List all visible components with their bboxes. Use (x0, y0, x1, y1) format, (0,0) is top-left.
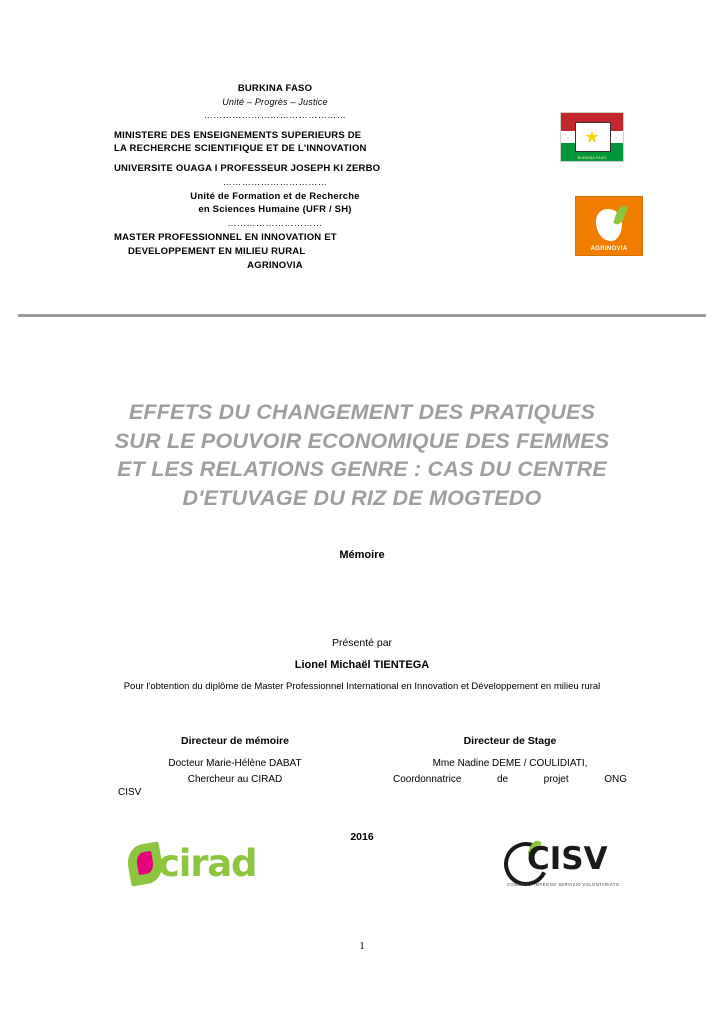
supervisor-memoire-block (110, 735, 360, 798)
header-line-agrinovia: AGRINOVIA (247, 259, 303, 271)
header-line-ufr-1: Unité de Formation et de Recherche (190, 190, 360, 202)
emblem-caption: BURKINA FASO (577, 156, 607, 160)
burkina-faso-emblem-icon (560, 112, 624, 162)
cisv-logo-icon (500, 840, 640, 898)
institution-header (110, 82, 440, 272)
cisv-tagline: COMUNITÀ IMPEGNO SERVIZIO VOLONTARIATO (507, 882, 620, 887)
header-separator-3: ………………………… (227, 218, 323, 229)
page-number: 1 (359, 940, 365, 952)
agrinovia-logo-label: AGRINOVIA (590, 246, 628, 252)
supervisor-memoire-extra: CISV (118, 787, 142, 798)
horizontal-divider (18, 314, 706, 317)
supervisor-memoire-title: Directeur de mémoire (181, 735, 289, 747)
header-separator-2: …………………………… (222, 176, 328, 187)
header-line-ministry-1: MINISTERE DES ENSEIGNEMENTS SUPERIEURS DE (114, 129, 362, 141)
emblem-star-icon: ★ (584, 127, 600, 147)
cirad-wordmark: cirad (158, 842, 257, 885)
agrinovia-logo-icon (575, 196, 643, 256)
degree-statement: Pour l'obtention du diplôme de Master Professionnel International en Innovation et Développement en milieu rural (123, 681, 601, 692)
supervisor-stage-block (385, 735, 635, 787)
header-line-master-2: DEVELOPPEMENT EN MILIEU RURAL (128, 245, 306, 257)
supervisor-stage-affiliation: Coordonnatrice de projet ONG (393, 773, 627, 785)
header-line-country: BURKINA FASO (237, 83, 313, 94)
supervisor-stage-title: Directeur de Stage (463, 735, 557, 747)
supervisor-memoire-name: Docteur Marie-Hélène DABAT (168, 758, 302, 769)
header-separator-1: ……………………………………… (203, 109, 347, 120)
document-type-label: Mémoire (339, 549, 385, 561)
page-title: EFFETS DU CHANGEMENT DES PRATIQUES SUR LE POUVOIR ECONOMIQUE DES FEMMES ET LES RELATIONS GENRE : CAS DU CENTRE D'ETUVAGE DU RIZ DE MOGTEDO (114, 400, 610, 510)
header-line-ministry-2: LA RECHERCHE SCIENTIFIQUE ET DE L'INNOVATION (114, 143, 367, 155)
header-line-university: UNIVERSITE OUAGA I PROFESSEUR JOSEPH KI ZERBO (114, 163, 381, 175)
presented-by-label: Présenté par (331, 637, 393, 649)
supervisor-stage-name: Mme Nadine DEME / COULIDIATI, (432, 758, 588, 769)
leaf-icon (613, 204, 628, 226)
header-line-motto: Unité – Progrès – Justice (222, 96, 328, 107)
header-line-ufr-2: en Sciences Humaine (UFR / SH) (198, 204, 352, 216)
author-name: Lionel Michaël TIENTEGA (294, 659, 430, 671)
cirad-logo-icon (128, 842, 257, 894)
supervisor-memoire-affiliation: Chercheur au CIRAD (187, 773, 283, 785)
header-line-master-1: MASTER PROFESSIONNEL EN INNOVATION ET (114, 232, 337, 244)
publication-year: 2016 (350, 831, 374, 843)
cisv-wordmark: CISV (527, 841, 608, 877)
